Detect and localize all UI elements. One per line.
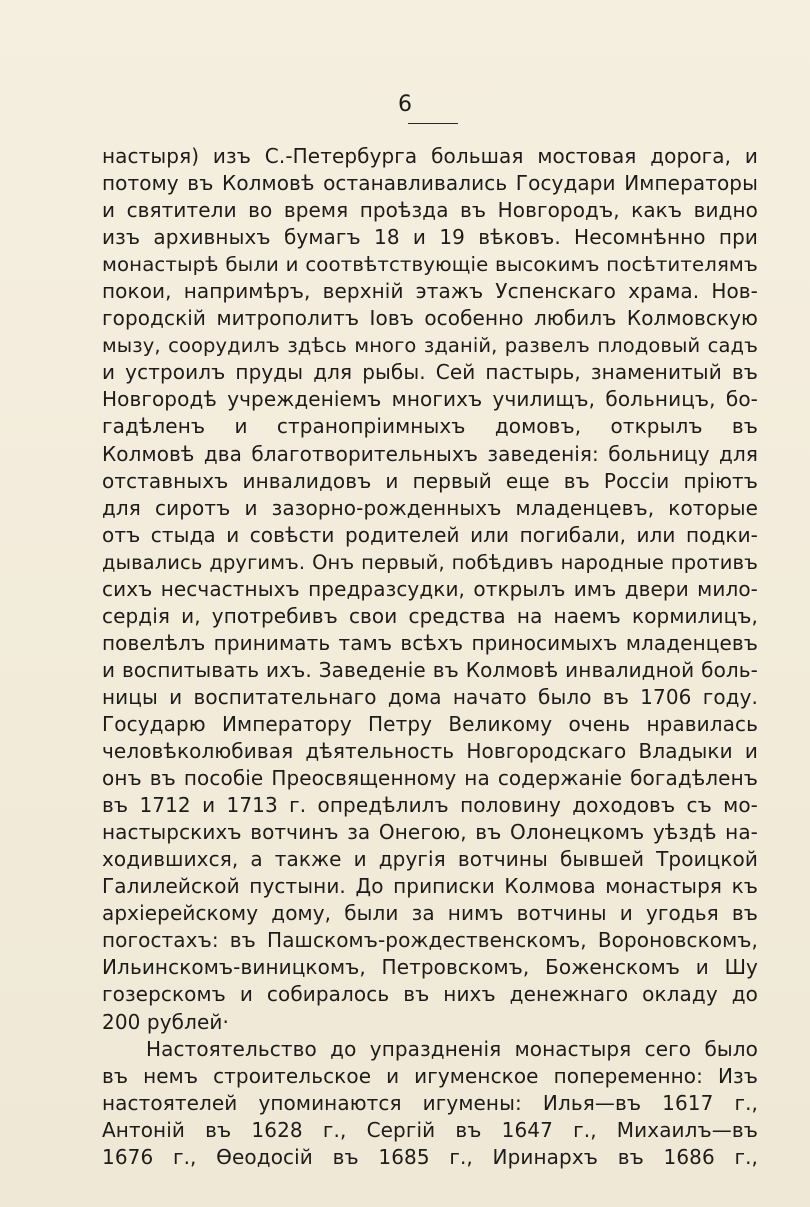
text-line: Государю Императору Петру Великому очень нравилась [102,711,758,736]
text-line: Ильинскомъ-виницкомъ, Петровскомъ, Боженскомъ и Шу [102,955,758,980]
text-line: человѣколюбивая дѣятельность Новгородскаго Владыки и [102,739,758,764]
body-text [102,143,758,1171]
text-line: отставныхъ инвалидовъ и первый еще въ Россіи пріютъ [102,468,758,493]
text-line: Новгородѣ учрежденіемъ многихъ училищъ, больницъ, бо- [102,387,758,412]
text-line: погостахъ: въ Пашскомъ-рождественскомъ, Вороновскомъ, [102,928,758,953]
text-line: сихъ несчастныхъ предразсудки, открылъ имъ двери мило- [102,576,758,601]
text-line: изъ архивныхъ бумагъ 18 и 19 вѣковъ. Несомнѣнно при [102,225,758,250]
text-line: сердія и, употребивъ свои средства на наемъ кормилицъ, [102,603,758,628]
text-line: въ 1712 и 1713 г. опредѣлилъ половину доходовъ съ мо- [102,793,758,818]
text-line: настоятелей упоминаются игумены: Илья—въ 1617 г., [102,1090,758,1115]
text-line: Настоятельство до упраздненія монастыря сего было [146,1036,758,1061]
text-line: и устроилъ пруды для рыбы. Сей пастырь, знаменитый въ [102,360,758,385]
text-line: въ немъ строительское и игуменское попеременно: Изъ [102,1063,758,1088]
text-line: настыря) изъ С.-Петербурга большая мостовая дорога, и [102,144,758,168]
text-line: 200 рублей· [102,1009,229,1034]
text-line: и святители во время проѣзда въ Новгородъ, какъ видно [102,198,758,223]
page-number-rule [408,123,458,124]
text-line: покои, напримѣръ, верхній этажъ Успенскаго храма. Нов- [102,279,758,304]
text-line: Антоній въ 1628 г., Сергій въ 1647 г., Михаилъ—въ [102,1117,758,1142]
text-line: потому въ Колмовѣ останавливались Государи Императоры [102,171,758,196]
text-line: Колмовѣ два благотворительныхъ заведенія: больницу для [102,441,758,466]
text-line: Галилейской пустыни. До приписки Колмова монастыря къ [102,874,758,899]
text-line: мызу, соорудилъ здѣсь много зданій, развелъ плодовый садъ [102,334,758,358]
text-line: дывались другимъ. Онъ первый, побѣдивъ народные противъ [102,550,758,574]
text-line: и воспитывать ихъ. Заведеніе въ Колмовѣ инвалидной боль- [102,657,758,682]
text-line: 1676 г., Ѳеодосій въ 1685 г., Иринархъ въ 1686 г., [102,1144,758,1169]
text-line: для сиротъ и зазорно-рожденныхъ младенцевъ, которые [102,495,758,520]
text-line: отъ стыда и совѣсти родителей или погибали, или подки- [102,522,758,547]
text-line: онъ въ пособіе Преосвященному на содержаніе богадѣленъ [102,766,758,791]
text-line: ницы и воспитательнаго дома начато было въ 1706 году. [102,684,758,709]
text-line: гозерскомъ и собиралось въ нихъ денежнаго окладу до [102,982,758,1007]
text-line: городскій митрополитъ Іовъ особенно любилъ Колмовскую [102,306,758,331]
text-line: монастырѣ были и соотвѣтствующіе высокимъ посѣтителямъ [102,253,758,277]
text-line: повелѣлъ принимать тамъ всѣхъ приносимыхъ младенцевъ [102,630,758,655]
text-line: ходившихся, а также и другія вотчины бывшей Троицкой [102,847,758,872]
page-number: 6 [398,92,412,117]
text-line: настырскихъ вотчинъ за Онегою, въ Олонецкомъ уѣздѣ на- [102,820,758,845]
text-line: гадѣленъ и странопріимныхъ домовъ, открылъ въ [102,414,758,439]
text-line: архіерейскому дому, были за нимъ вотчины и угодья въ [102,901,758,926]
